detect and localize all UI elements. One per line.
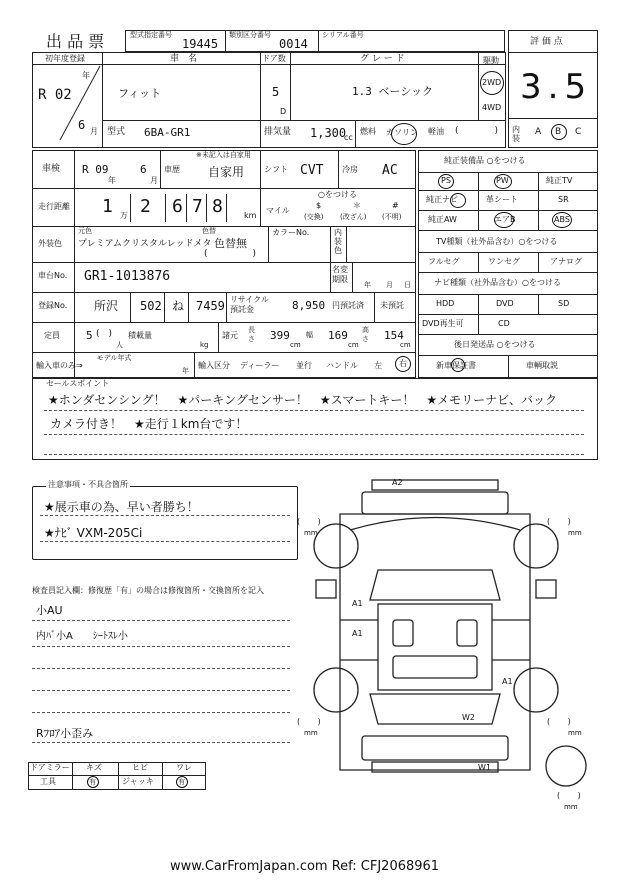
navi-cd: CD	[498, 319, 510, 328]
name-change-label: 名変期限	[332, 265, 348, 284]
later-warranty: 新車保証書	[436, 361, 476, 370]
tire-rr-mm: mm	[568, 729, 582, 737]
tire-spare-bracket: ( )	[556, 791, 582, 800]
rear-window	[370, 694, 500, 724]
dealer-option: ディーラー	[240, 361, 280, 370]
tv-full: フルセグ	[428, 257, 460, 266]
equip-pw: PW	[496, 176, 509, 185]
sales-line-1: ★ホンダセンシング！ ★パーキングセンサー！ ★スマートキー！ ★メモリーナビ、バック	[48, 393, 557, 407]
reg-number: 7459	[196, 299, 225, 313]
later-title: 後日発送品 ○をつける	[454, 340, 536, 349]
sales-label: セールスポイント	[46, 379, 110, 388]
tv-one: ワンセグ	[488, 257, 520, 266]
damage-w2: W2	[462, 713, 475, 722]
length-cm: cm	[290, 341, 301, 349]
grade-label: グ レ ー ド	[360, 54, 405, 64]
recycle-unit: 円預託済	[332, 301, 364, 310]
height-label: 高さ	[362, 326, 369, 343]
handle-right: 右	[399, 359, 407, 368]
ac-label: 冷房	[342, 165, 358, 174]
color-change: 色替無	[214, 237, 247, 250]
length-label: 長さ	[248, 326, 255, 343]
width-value: 169	[328, 329, 348, 342]
reg-area: 所沢	[94, 299, 119, 313]
navi-dvd: DVD	[496, 299, 514, 308]
inspection-year-unit: 年	[108, 176, 116, 185]
diesel-brackets: ( )	[455, 126, 499, 136]
equip-ps: PS	[441, 176, 451, 185]
mileage-digit-4: 7	[192, 196, 203, 217]
wheel-front-right	[514, 524, 558, 568]
damage-a2: A2	[392, 478, 403, 487]
mile-tamper-sub: (改ざん)	[340, 213, 367, 221]
equip-tv: 純正TV	[546, 176, 573, 185]
serial-label: シリアル番号	[322, 31, 364, 39]
load-label: 積載量	[128, 331, 152, 340]
inspector-line-1: 小AU	[36, 604, 63, 617]
drive-4wd: 4WD	[482, 103, 502, 112]
model-cert-number: 19445	[182, 37, 219, 51]
body-outline	[340, 514, 530, 770]
mileage-digit-3: 6	[172, 196, 183, 217]
damage-a1-left2: A1	[352, 629, 363, 638]
seat-rear	[393, 656, 477, 678]
model-label: 型式	[107, 127, 126, 137]
sales-line-2: カメラ付き！ ★走行１km台です！	[50, 417, 248, 431]
diesel-label: 軽油	[428, 127, 444, 136]
damage-w1: W1	[478, 763, 491, 772]
width-cm: cm	[348, 341, 359, 349]
persons-unit: 人	[116, 341, 123, 349]
ac-value: AC	[382, 163, 398, 178]
inspection-label: 車検	[42, 164, 61, 174]
inspector-label: 検査員記入欄：修復歴「有」の場合は修復箇所・交換箇所を記入	[32, 586, 264, 595]
mileage-digit-1: 1	[102, 196, 113, 217]
tire-fr-mm: mm	[568, 529, 582, 537]
first-reg-era: R 02	[38, 87, 72, 103]
mile-unknown: #	[392, 201, 399, 210]
history-label: 車歴	[164, 165, 180, 174]
category-label: 類別区分番号	[229, 31, 271, 39]
model-value: 6BA-GR1	[144, 126, 191, 139]
fuel-label: 燃料	[360, 127, 376, 136]
notes-label: 注意事項・不具合箇所	[48, 480, 128, 489]
trunk	[362, 736, 508, 760]
interior-b: B	[555, 127, 562, 137]
key-tools: 工具	[40, 777, 56, 786]
equip-navi: 純正ナビ	[426, 195, 458, 204]
inspector-line-2: 内ﾊﾞ小A ｼｰﾄｽﾚ小	[36, 631, 128, 642]
inspector-line-3: Rﾌﾛｱ小歪み	[36, 727, 94, 740]
seat-front-right	[457, 620, 477, 646]
damage-a1-right: A1	[502, 677, 513, 686]
tv-title: TV種類（社外品含む）○をつける	[436, 237, 558, 246]
import-class-label: 輸入区分	[198, 361, 230, 370]
drive-2wd: 2WD	[482, 78, 502, 87]
mile-tamper: ＊	[353, 201, 361, 210]
front-bumper	[372, 480, 498, 490]
key-scratch: キズ	[86, 763, 102, 772]
right-mirror	[536, 580, 556, 598]
drive-label: 駆動	[483, 56, 499, 65]
length-value: 399	[270, 329, 290, 342]
displacement-label: 排気量	[264, 127, 292, 137]
fuel-value: ガソリン	[386, 128, 418, 137]
height-cm: cm	[400, 341, 411, 349]
capacity-value: 5	[86, 329, 93, 342]
tire-fr-bracket: ( )	[546, 517, 572, 526]
key-jack: ジャッキ	[122, 777, 154, 786]
key-crack: ヒビ	[132, 763, 148, 772]
year-unit: 年	[82, 71, 90, 80]
width-label: 幅	[306, 331, 313, 339]
import-label: 輸入車のみ⇒	[36, 361, 83, 370]
grade-value: 1.3 ベーシック	[352, 85, 434, 98]
color-change-label: 色替	[202, 227, 216, 235]
key-break: ワレ	[176, 763, 192, 772]
tire-rr-bracket: ( )	[546, 717, 572, 726]
seat-front-left	[393, 620, 413, 646]
wheel-rear-left	[314, 668, 358, 712]
inspection-month-unit: 月	[150, 176, 158, 185]
model-year-label: モデル年式	[96, 354, 132, 362]
key-door-mirror: ドアミラー	[30, 763, 70, 772]
color-change-brackets: ( )	[204, 249, 257, 259]
mileage-digit-5: 8	[212, 196, 223, 217]
hood-curve	[350, 518, 520, 531]
model-year-unit: 年	[182, 367, 189, 375]
model-cert-label: 型式指定番号	[130, 31, 172, 39]
color-orig: プレミアムクリスタルレッドメタ	[78, 239, 212, 249]
history-note: ※未記入は自家用	[196, 151, 251, 159]
interior-label: 内装	[512, 125, 520, 143]
equip-aw: 純正AW	[428, 215, 457, 224]
handle-left: 左	[374, 361, 382, 370]
windshield	[370, 570, 500, 600]
jack-has: 有	[178, 778, 185, 786]
shift-label: シフト	[264, 165, 288, 174]
spare-tire	[546, 746, 586, 786]
cc-unit: cc	[344, 133, 353, 142]
tools-has: 有	[89, 778, 96, 786]
tire-rl-bracket: ( )	[296, 717, 322, 726]
score-label: 評 価 点	[530, 37, 563, 47]
tire-fl-mm: mm	[304, 529, 318, 537]
km-unit: km	[244, 211, 257, 220]
capacity-label: 定員	[44, 331, 60, 340]
notes-line-1: ★展示車の為、早い者勝ち！	[44, 500, 199, 514]
category-number: 0014	[279, 37, 308, 51]
damage-a1-left: A1	[352, 599, 363, 608]
recycle-value: 8,950	[292, 299, 326, 312]
reg-kana: ね	[172, 299, 185, 313]
notes-line-2: ★ﾅﾋﾞ VXM-205Ci	[44, 526, 143, 540]
parallel-option: 並行	[296, 361, 312, 370]
left-mirror	[316, 580, 336, 598]
displacement-value: 1,300	[310, 126, 347, 140]
car-name: フィット	[118, 87, 162, 100]
navi-hdd: HDD	[436, 299, 455, 308]
wheel-front-left	[314, 524, 358, 568]
kg-unit: kg	[200, 341, 209, 349]
recycle-none: 未預託	[380, 301, 404, 310]
sheet-title: 出 品 票	[46, 32, 105, 51]
roof	[378, 604, 492, 690]
history-value: 自家用	[208, 165, 245, 179]
later-manual: 車輌取説	[526, 361, 558, 370]
mile-swap-sub: (交換)	[304, 213, 324, 221]
first-reg-label: 初年度登録	[45, 54, 85, 63]
navi-dvd-play: DVD再生可	[422, 319, 464, 328]
interior-c: C	[575, 127, 582, 137]
inspection-value: R 09	[82, 163, 109, 176]
name-change-day: 日	[404, 281, 411, 289]
reg-class: 502	[140, 299, 162, 313]
equip-leather: 革シート	[486, 195, 518, 204]
hood-top	[362, 492, 508, 514]
chassis-value: GR1-1013876	[84, 269, 171, 284]
tire-spare-mm: mm	[564, 803, 578, 811]
tire-fl-bracket: ( )	[296, 517, 322, 526]
navi-title: ナビ種類（社外品含む）○をつける	[434, 278, 561, 287]
car-name-label: 車 名	[170, 54, 198, 64]
shift-value: CVT	[300, 163, 324, 178]
height-value: 154	[384, 329, 404, 342]
mile-note: ○をつける	[318, 190, 357, 199]
equip-title: 純正装備品 ○をつける	[444, 156, 526, 165]
mile-swap: $	[316, 201, 322, 210]
capacity-brackets: ( )	[96, 329, 113, 339]
mileage-label: 走行距離	[38, 202, 70, 211]
score-value: 3.5	[520, 67, 593, 107]
chassis-label: 車台No.	[38, 271, 68, 280]
color-no-label: カラーNo.	[272, 228, 310, 237]
tv-analog: アナログ	[550, 257, 582, 266]
handle-label: ハンドル	[326, 361, 358, 370]
equip-abs: ABS	[554, 215, 570, 224]
color-label: 外装色	[38, 239, 62, 248]
inspection-month: 6	[140, 163, 147, 176]
mile-unknown-sub: (不明)	[382, 213, 402, 221]
doors-value: 5	[272, 85, 280, 99]
man-unit: 万	[120, 211, 128, 220]
footer-ref: www.CarFromJapan.com Ref: CFJ2068961	[170, 859, 440, 874]
mile-label: マイル	[266, 206, 290, 215]
equip-sr: SR	[558, 195, 569, 204]
tire-rl-mm: mm	[304, 729, 318, 737]
equip-airbag: エアB	[494, 215, 516, 224]
name-change-year: 年	[364, 281, 371, 289]
name-change-month: 月	[386, 281, 393, 289]
recycle-label: リサイクル預託金	[230, 295, 269, 314]
month-unit: 月	[90, 127, 98, 136]
wheel-rear-right	[514, 668, 558, 712]
doors-label: ドア数	[262, 54, 286, 63]
reg-label: 登録No.	[38, 301, 68, 310]
first-reg-month: 6	[78, 118, 86, 132]
door-type: D	[280, 107, 287, 116]
mileage-digit-2: 2	[140, 196, 151, 217]
interior-a: A	[535, 127, 542, 137]
navi-sd: SD	[558, 299, 570, 308]
color-orig-label: 元色	[78, 227, 92, 235]
interior-color-label: 内装色	[334, 228, 342, 255]
dims-label: 諸元	[222, 331, 238, 340]
